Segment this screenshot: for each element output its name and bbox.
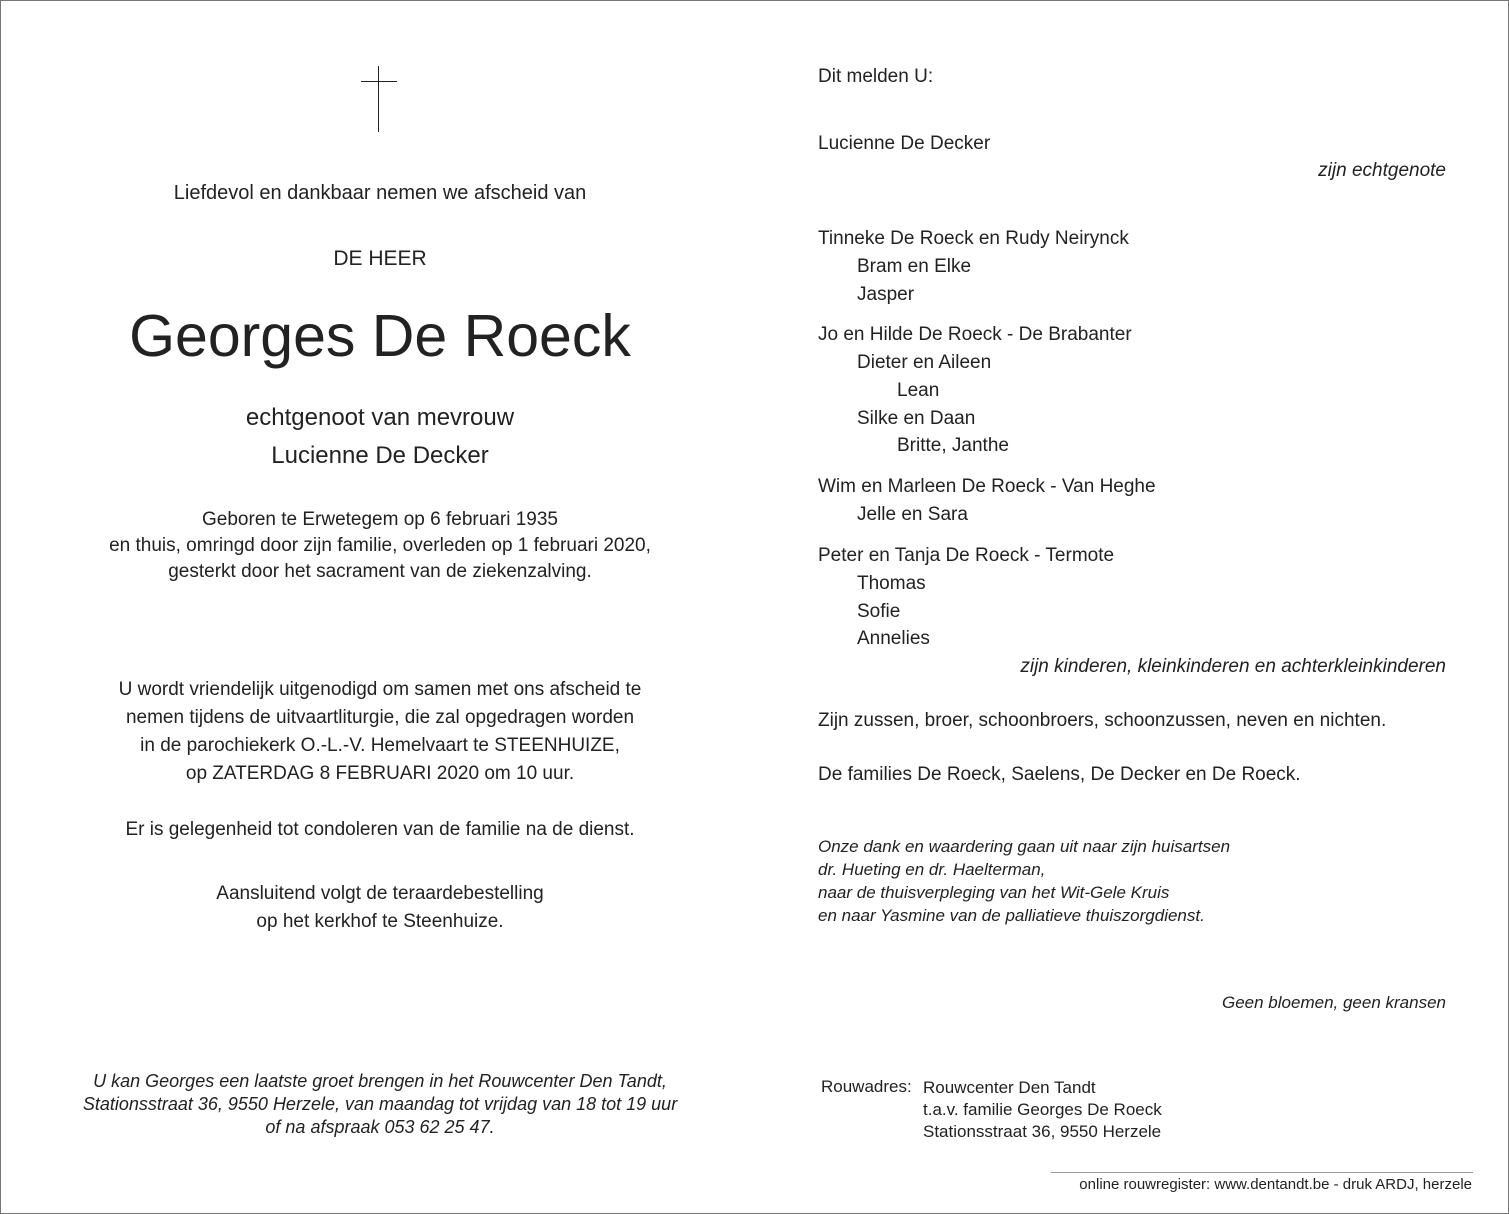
text-line: Aansluitend volgt de teraardebestelling [216, 883, 544, 904]
visit-info [1, 1070, 759, 1139]
family-member: Bram en Elke [857, 256, 972, 277]
family-member: Dieter en Aileen [857, 352, 992, 373]
cross-icon [378, 66, 379, 132]
family-member: Peter en Tanja De Roeck - Termote [818, 545, 1115, 566]
text-line: op het kerkhof te Steenhuize. [256, 911, 504, 932]
text-line: Rouwcenter Den Tandt [923, 1078, 1096, 1097]
text-line: nemen tijdens de uitvaartliturgie, die zal opgedragen worden [125, 707, 635, 728]
family-member: Wim en Marleen De Roeck - Van Heghe [818, 476, 1156, 497]
text-line: naar de thuisverpleging van het Wit-Gele Kruis [818, 883, 1170, 902]
text-line: op ZATERDAG 8 FEBRUARI 2020 om 10 uur. [185, 763, 575, 784]
text-line: en naar Yasmine van de palliatieve thuiszorgdienst. [818, 906, 1205, 925]
family-member: Jasper [857, 284, 915, 305]
thanks-text [818, 835, 1230, 927]
footer-text: online rouwregister: www.dentandt.be - druk ARDJ, herzele [1079, 1176, 1472, 1193]
family-role: zijn kinderen, kleinkinderen en achterkleinkinderen [1020, 656, 1446, 677]
text-line: of na afspraak 053 62 25 47. [265, 1117, 495, 1137]
text-line: Stationsstraat 36, 9550 Herzele, van maandag tot vrijdag van 18 tot 19 uur [82, 1094, 678, 1114]
announce-label: Dit melden U: [818, 66, 934, 87]
family-member: Sofie [857, 601, 901, 622]
spouse-line-1: echtgenoot van mevrouw [245, 404, 515, 431]
birth-death-info [1, 507, 759, 585]
honorific: DE HEER [333, 247, 427, 270]
text-line: Onze dank en waardering gaan uit naar zijn huisartsen [818, 837, 1231, 856]
family-member: Annelies [857, 628, 930, 649]
mourning-address [923, 1077, 1162, 1143]
siblings-text: Zijn zussen, broer, schoonbroers, schoonzussen, neven en nichten. [818, 710, 1387, 731]
text-line: Geboren te Erwetegem op 6 februari 1935 [202, 509, 558, 530]
text-line: en thuis, omringd door zijn familie, overleden op 1 februari 2020, [109, 535, 651, 556]
text-line: U wordt vriendelijk uitgenodigd om samen met ons afscheid te [118, 679, 642, 700]
text-line: gesterkt door het sacrament van de ziekenzalving. [168, 561, 592, 582]
intro-text: Liefdevol en dankbaar nemen we afscheid van [173, 182, 587, 204]
family-member: Lean [897, 380, 940, 401]
family-member: Thomas [857, 573, 926, 594]
text-line: U kan Georges een laatste groet brengen in het Rouwcenter Den Tandt, [93, 1071, 667, 1091]
family-member: Tinneke De Roeck en Rudy Neirynck [818, 228, 1129, 249]
spouse-role: zijn echtgenote [1318, 160, 1446, 181]
no-flowers-note: Geen bloemen, geen kransen [1222, 993, 1446, 1012]
address-label: Rouwadres: [821, 1077, 912, 1096]
text-line: in de parochiekerk O.-L.-V. Hemelvaart te STEENHUIZE, [140, 735, 620, 756]
family-member: Jelle en Sara [857, 504, 968, 525]
condolence-text: Er is gelegenheid tot condoleren van de familie na de dienst. [125, 819, 635, 840]
burial-info [1, 880, 759, 936]
families-text: De families De Roeck, Saelens, De Decker en De Roeck. [818, 764, 1301, 785]
funeral-invitation [1, 676, 759, 788]
deceased-name: Georges De Roeck [129, 303, 631, 369]
text-line: Stationsstraat 36, 9550 Herzele [923, 1122, 1162, 1141]
cross-icon-bar [361, 81, 397, 82]
family-member: Jo en Hilde De Roeck - De Brabanter [818, 324, 1132, 345]
spouse-line-2: Lucienne De Decker [271, 442, 489, 469]
family-member: Britte, Janthe [897, 435, 1009, 456]
text-line: dr. Hueting en dr. Haelterman, [818, 860, 1046, 879]
footer-divider [1051, 1172, 1473, 1173]
text-line: t.a.v. familie Georges De Roeck [923, 1100, 1162, 1119]
family-member: Silke en Daan [857, 408, 976, 429]
spouse-name: Lucienne De Decker [818, 133, 991, 154]
